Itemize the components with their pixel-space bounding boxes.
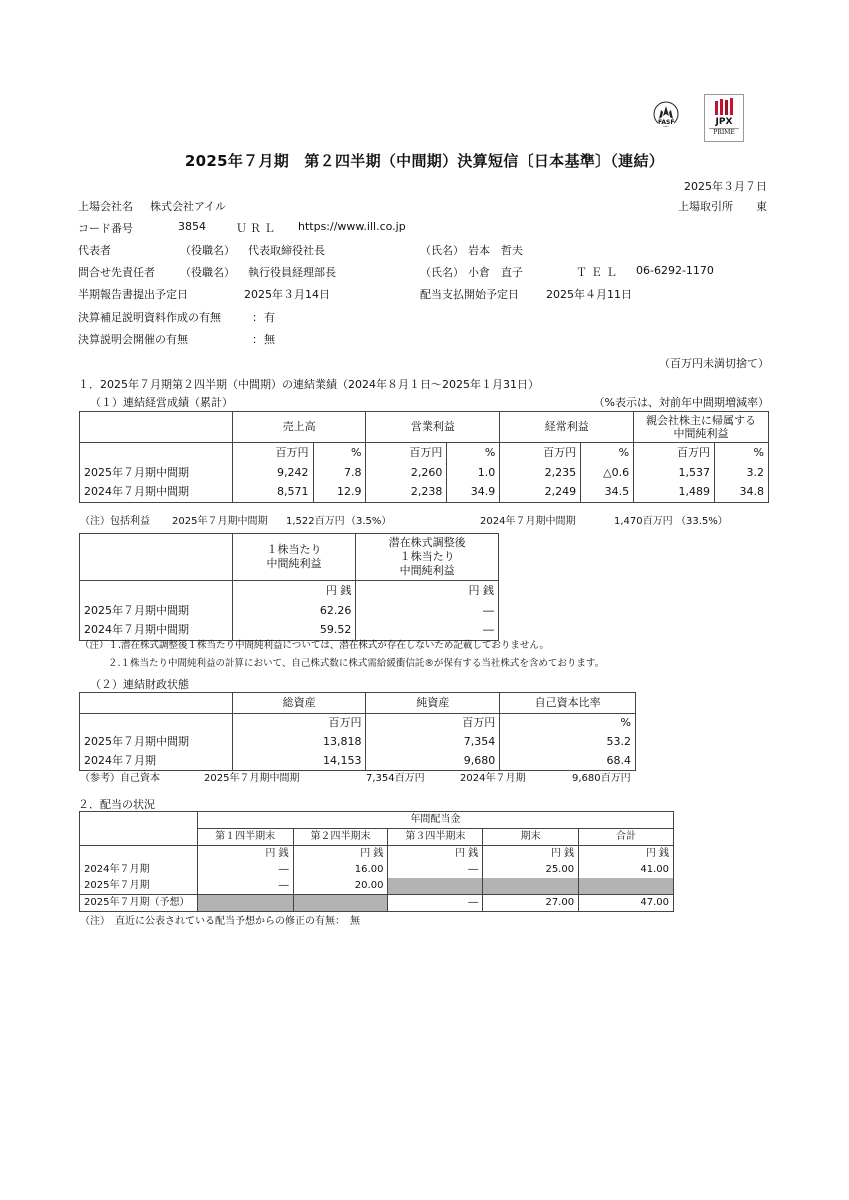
briefing-label: 決算説明会開催の有無 [78, 333, 188, 346]
cell: 9,242 [232, 463, 313, 483]
unit: % [500, 714, 636, 733]
cell: 20.00 [293, 878, 388, 895]
row-label: 2024年７月期 [84, 753, 156, 767]
unit: % [714, 443, 768, 463]
url-value: https://www.ill.co.jp [298, 220, 406, 233]
unit: % [313, 443, 366, 463]
comprehensive-rate1: （3.5%） [346, 516, 392, 527]
table-row [80, 463, 769, 483]
comprehensive-value1: 1,522百万円 [286, 516, 345, 527]
comprehensive-label: （注）包括利益 [80, 516, 150, 527]
exchange-label: 上場取引所 [678, 200, 733, 213]
table-row [80, 752, 636, 771]
header-ordinary-income: 経常利益 [500, 412, 634, 443]
cell: 27.00 [483, 895, 579, 912]
header-net-assets: 純資産 [366, 693, 500, 714]
table-row [80, 862, 674, 878]
cell: 34.5 [581, 483, 634, 503]
rep-label: 代表者 [78, 244, 111, 257]
equity-ref-period2: 2024年７月期 [460, 773, 526, 784]
code-label: コード番号 [78, 222, 133, 235]
cell: 7.8 [313, 463, 366, 483]
cell: 1,537 [634, 463, 715, 483]
table-row [80, 601, 499, 621]
listed-name-label: 上場会社名 [78, 200, 133, 213]
unit: 百万円 [634, 443, 715, 463]
cell: 2,235 [500, 463, 581, 483]
cell: 7,354 [366, 733, 500, 752]
cell: ― [197, 878, 293, 895]
eps-note-2: ２.１株当たり中間純利益の計算において、自己株式数に株式需給緩衝信託®が保有する当社株式を含めております。 [108, 658, 605, 669]
cell: 3.2 [714, 463, 768, 483]
cell: 34.8 [714, 483, 768, 503]
page-title: 2025年７月期 第２四半期（中間期）決算短信〔日本基準〕（連結） [184, 152, 665, 170]
header-q1-end: 第１四半期末 [197, 829, 293, 846]
table-row [80, 733, 636, 752]
cell-shaded [388, 878, 483, 895]
row-label: 2025年７月期中間期 [84, 603, 189, 617]
cell: 1.0 [447, 463, 500, 483]
unit-note: （百万円未満切捨て） [659, 357, 769, 370]
header-operating-income: 営業利益 [366, 412, 500, 443]
header-annual-dividend: 年間配当金 [197, 812, 673, 829]
row-label: 2024年７月期中間期 [84, 485, 189, 499]
cell: 62.26 [232, 601, 356, 621]
financial-position-table [79, 692, 636, 771]
unit: 円 銭 [388, 846, 483, 863]
row-label: 2024年７月期中間期 [84, 623, 189, 637]
unit: 百万円 [500, 443, 581, 463]
unit: 円 銭 [293, 846, 388, 863]
cell-shaded [579, 878, 674, 895]
row-label: 2025年７月期（予想） [84, 897, 190, 908]
unit: 円 銭 [197, 846, 293, 863]
rep-title: 代表取締役社長 [248, 244, 325, 257]
supp-value: 有 [264, 311, 275, 324]
cell: 2,249 [500, 483, 581, 503]
cell: 41.00 [579, 862, 674, 878]
cell: 68.4 [500, 752, 636, 771]
eps-table [79, 533, 499, 641]
jpx-label: JPX [715, 117, 733, 127]
report-date-label: 半期報告書提出予定日 [78, 288, 188, 301]
comprehensive-value2: 1,470百万円 [614, 516, 673, 527]
header-total-assets: 総資産 [232, 693, 366, 714]
cell: 1,489 [634, 483, 715, 503]
report-date: 2025年３月７日 [684, 180, 767, 193]
unit: 百万円 [232, 443, 313, 463]
unit: 百万円 [366, 443, 447, 463]
tel-value: 06-6292-1170 [636, 264, 714, 277]
equity-ref-period1: 2025年７月期中間期 [204, 773, 300, 784]
cell: 47.00 [579, 895, 674, 912]
header-eps-line2: 中間純利益 [266, 557, 322, 570]
unit: 百万円 [232, 714, 366, 733]
section1-sub2: （２）連結財政状態 [90, 678, 189, 691]
url-label: ＵＲＬ [236, 222, 278, 235]
cell: ― [388, 895, 483, 912]
row-label: 2025年７月期 [80, 878, 198, 895]
header-eps-line1: １株当たり [266, 543, 322, 556]
header-sales: 売上高 [232, 412, 366, 443]
dividend-table [79, 811, 674, 912]
unit: % [581, 443, 634, 463]
cell-shaded [293, 895, 388, 912]
cell: 25.00 [483, 862, 579, 878]
section2-heading: ２．配当の状況 [78, 798, 155, 811]
rep-name: 岩本 哲夫 [468, 244, 523, 257]
contact-label: 問合せ先責任者 [78, 266, 155, 279]
eps-note-1: （注）１.潜在株式調整後１株当たり中間純利益については、潜在株式が存在しないため記載しておりません。 [80, 640, 549, 651]
cell: 2,238 [366, 483, 447, 503]
cell: 9,680 [366, 752, 500, 771]
header-net-income-line1: 親会社株主に帰属する [646, 414, 757, 427]
supp-colon: ： [252, 311, 263, 324]
header-q3-end: 第３四半期末 [388, 829, 483, 846]
cell: 13,818 [232, 733, 366, 752]
cell: ― [356, 621, 499, 641]
unit: 円 銭 [356, 581, 499, 601]
cell: 34.9 [447, 483, 500, 503]
exchange-value: 東 [756, 200, 767, 213]
comprehensive-period2: 2024年７月期中間期 [480, 516, 576, 527]
rep-title-label: （役職名） [180, 244, 235, 257]
cell: 12.9 [313, 483, 366, 503]
contact-name: 小倉 直子 [468, 266, 523, 279]
header-year-end: 期末 [483, 829, 579, 846]
header-q2-end: 第２四半期末 [293, 829, 388, 846]
supp-label: 決算補足説明資料作成の有無 [78, 311, 221, 324]
code-value: 3854 [178, 220, 206, 233]
fasf-logo [652, 100, 680, 132]
equity-ref-label: （参考）自己資本 [80, 773, 160, 784]
header-diluted-eps [356, 534, 499, 581]
rep-name-label: （氏名） [420, 244, 464, 257]
cell: ― [356, 601, 499, 621]
header-diluted-eps-line2: １株当たり [399, 550, 455, 563]
operating-results-table [79, 411, 769, 503]
header-diluted-eps-line1: 潜在株式調整後 [388, 536, 466, 549]
briefing-value: 無 [264, 333, 275, 346]
section1-sub1-note: （%表示は、対前年中間期増減率） [593, 396, 769, 409]
cell: 14,153 [232, 752, 366, 771]
dividend-date-label: 配当支払開始予定日 [420, 288, 519, 301]
jpx-prime-logo [704, 94, 744, 142]
prime-label: PRIME [713, 129, 735, 136]
cell-shaded [197, 895, 293, 912]
section1-heading: １．2025年７月期第２四半期（中間期）の連結業績（2024年８月１日～2025年１月31日） [78, 378, 539, 391]
cell: △0.6 [581, 463, 634, 483]
header-net-income [634, 412, 769, 443]
row-label: 2024年７月期 [84, 864, 150, 875]
equity-ref-value1: 7,354百万円 [366, 773, 425, 784]
header-total: 合計 [579, 829, 674, 846]
header-equity-ratio: 自己資本比率 [500, 693, 636, 714]
row-label: 2025年７月期中間期 [84, 735, 189, 748]
cell: 8,571 [232, 483, 313, 503]
table-row [80, 878, 674, 895]
unit: % [447, 443, 500, 463]
briefing-colon: ： [252, 333, 263, 346]
section1-sub1: （１）連結経営成績（累計） [90, 396, 233, 409]
contact-title: 執行役員経理部長 [248, 266, 336, 279]
tel-label: ＴＥＬ [576, 266, 621, 279]
table-row [80, 483, 769, 503]
unit: 百万円 [366, 714, 500, 733]
contact-name-label: （氏名） [420, 266, 464, 279]
equity-ref-value2: 9,680百万円 [572, 773, 631, 784]
dividend-date-value: 2025年４月11日 [546, 288, 632, 301]
comprehensive-period1: 2025年７月期中間期 [172, 516, 268, 527]
fasf-logo-label: FASF [658, 119, 675, 126]
cell: 2,260 [366, 463, 447, 483]
comprehensive-rate2: （33.5%） [676, 516, 728, 527]
unit: 円 銭 [483, 846, 579, 863]
cell-shaded [483, 878, 579, 895]
unit: 円 銭 [232, 581, 356, 601]
cell: ― [197, 862, 293, 878]
header-net-income-line2: 中間純利益 [673, 427, 729, 440]
contact-title-label: （役職名） [180, 266, 235, 279]
row-label: 2025年７月期中間期 [84, 465, 189, 479]
report-date-value: 2025年３月14日 [244, 288, 330, 301]
table-row [80, 895, 674, 912]
dividend-note: （注） 直近に公表されている配当予想からの修正の有無： 無 [80, 916, 360, 927]
cell: 16.00 [293, 862, 388, 878]
listed-name: 株式会社アイル [150, 200, 227, 213]
header-eps [232, 534, 356, 581]
cell: 53.2 [500, 733, 636, 752]
cell: ― [388, 862, 483, 878]
unit: 円 銭 [579, 846, 674, 863]
header-diluted-eps-line3: 中間純利益 [399, 564, 455, 577]
cell: 59.52 [232, 621, 356, 641]
